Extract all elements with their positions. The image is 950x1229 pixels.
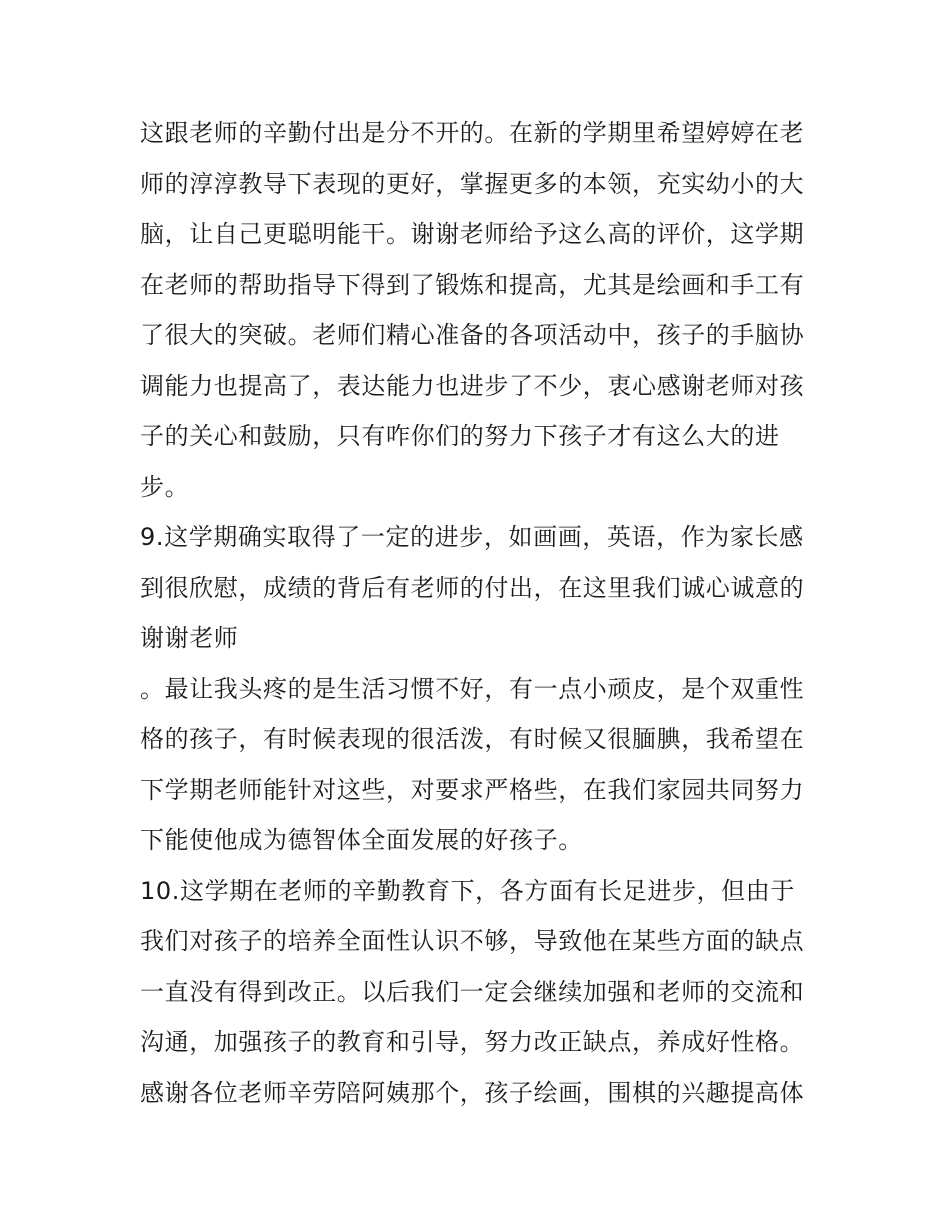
text-line-11: 谢谢老师 bbox=[140, 624, 239, 652]
text-line-10: 到很欣慰，成绩的背后有老师的付出，在这里我们诚心诚意的 bbox=[140, 573, 805, 602]
text-line-1: 这跟老师的辛勤付出是分不开的。在新的学期里希望婷婷在老 bbox=[140, 119, 805, 147]
text-line-19: 沟通，加强孩子的教育和引导，努力改正缺点，养成好性格。 bbox=[140, 1028, 805, 1056]
document-body bbox=[140, 108, 820, 1118]
text-line-17: 我们对孩子的培养全面性认识不够，导致他在某些方面的缺点 bbox=[140, 927, 805, 955]
text-line-9: 9.这学期确实取得了一定的进步，如画画，英语，作为家长感 bbox=[140, 523, 804, 551]
text-line-13: 格的孩子，有时候表现的很活泼，有时候又很腼腆，我希望在 bbox=[140, 725, 805, 753]
text-line-8: 步。 bbox=[140, 472, 190, 501]
text-line-2: 师的淳淳教导下表现的更好，掌握更多的本领，充实幼小的大 bbox=[140, 169, 805, 198]
text-line-6: 调能力也提高了，表达能力也进步了不少，衷心感谢老师对孩 bbox=[140, 371, 805, 400]
text-line-12: 。最让我头疼的是生活习惯不好，有一点小顽皮，是个双重性 bbox=[140, 674, 805, 703]
text-line-4: 在老师的帮助指导下得到了锻炼和提高，尤其是绘画和手工有 bbox=[140, 270, 805, 299]
text-line-20: 感谢各位老师辛劳陪阿姨那个，孩子绘画，围棋的兴趣提高体 bbox=[140, 1078, 805, 1107]
text-line-16: 10.这学期在老师的辛勤教育下，各方面有长足进步，但由于 bbox=[140, 876, 795, 905]
text-line-18: 一直没有得到改正。以后我们一定会继续加强和老师的交流和 bbox=[140, 977, 805, 1006]
text-line-5: 了很大的突破。老师们精心准备的各项活动中，孩子的手脑协 bbox=[140, 321, 805, 349]
text-line-3: 脑，让自己更聪明能干。谢谢老师给予这么高的评价，这学期 bbox=[140, 220, 805, 248]
text-line-14: 下学期老师能针对这些，对要求严格些，在我们家园共同努力 bbox=[140, 775, 805, 804]
text-line-7: 子的关心和鼓励，只有咋你们的努力下孩子才有这么大的进 bbox=[140, 422, 780, 450]
text-line-15: 下能使他成为德智体全面发展的好孩子。 bbox=[140, 826, 583, 854]
